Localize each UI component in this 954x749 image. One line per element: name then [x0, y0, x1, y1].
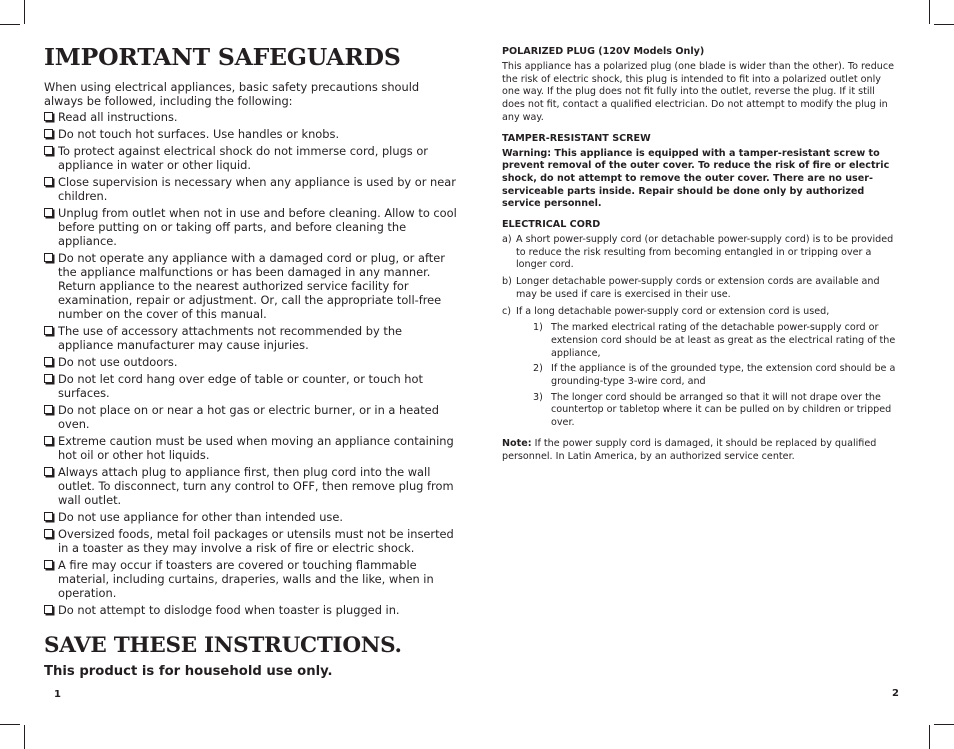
- list-marker: 2): [533, 363, 543, 375]
- crop-mark: [0, 724, 20, 725]
- crop-mark: [24, 0, 25, 24]
- list-item: [502, 306, 898, 430]
- checkbox-bullet-icon: [44, 253, 53, 262]
- page-number-right: 2: [892, 688, 899, 699]
- checkbox-bullet-icon: [44, 208, 53, 217]
- list-item-text: If the appliance is of the grounded type, the extension cord should be a grounding-type 3-wire cord, and: [551, 363, 896, 388]
- list-marker: 3): [533, 391, 543, 403]
- list-marker: b): [502, 276, 512, 288]
- list-item: [44, 251, 458, 321]
- list-item-text: Do not use outdoors.: [58, 355, 178, 369]
- sub-list-item: [533, 392, 898, 430]
- list-item: [44, 324, 458, 352]
- list-item: [44, 206, 458, 248]
- page-number-left: 1: [54, 689, 61, 700]
- list-item-text: Always attach plug to appliance first, then plug cord into the wall outlet. To disconnect, turn any control to OFF, then remove plug from wall outlet.: [58, 465, 454, 507]
- checkbox-bullet-icon: [44, 326, 53, 335]
- list-item-text: Longer detachable power-supply cords or extension cords are available and may be used if care is exercised in their use.: [516, 276, 880, 300]
- checkbox-bullet-icon: [44, 146, 53, 155]
- list-item: [44, 403, 458, 431]
- sub-list-item: [533, 363, 898, 388]
- list-item: [44, 110, 458, 124]
- list-item: [44, 510, 458, 524]
- note-paragraph: [502, 438, 898, 463]
- note-label: Note:: [502, 437, 532, 449]
- list-item-text: The marked electrical rating of the detachable power-supply cord or extension cord should be at least as great as the electrical rating of the appliance,: [551, 322, 896, 359]
- list-item: [44, 372, 458, 400]
- list-item-text: Oversized foods, metal foil packages or utensils must not be inserted in a toaster as they may involve a risk of fire or electric shock.: [58, 527, 454, 555]
- crop-mark: [24, 725, 25, 749]
- checkbox-bullet-icon: [44, 436, 53, 445]
- list-item: [44, 558, 458, 600]
- list-item-text: A short power-supply cord (or detachable power-supply cord) is to be provided to reduce the risk resulting from becoming entangled in or tripping over a longer cord.: [516, 234, 894, 271]
- polarized-plug-heading: POLARIZED PLUG (120V Models Only): [502, 46, 705, 57]
- checkbox-bullet-icon: [44, 405, 53, 414]
- right-page: [502, 46, 898, 473]
- list-item-text: Do not place on or near a hot gas or electric burner, or in a heated oven.: [58, 403, 439, 431]
- crop-mark: [0, 24, 20, 25]
- checkbox-bullet-icon: [44, 512, 53, 521]
- list-item: [44, 465, 458, 507]
- list-item: [44, 603, 458, 617]
- list-item: [502, 276, 898, 301]
- list-item-text: A fire may occur if toasters are covered or touching flammable material, including curtains, draperies, walls and the like, when in operation.: [58, 558, 434, 600]
- save-instructions-heading: SAVE THESE INSTRUCTIONS.: [44, 633, 402, 658]
- list-item-text: Do not touch hot surfaces. Use handles or knobs.: [58, 127, 340, 141]
- checkbox-bullet-icon: [44, 177, 53, 186]
- list-item-text: Do not attempt to dislodge food when toaster is plugged in.: [58, 603, 400, 617]
- list-item-text: Close supervision is necessary when any appliance is used by or near children.: [58, 175, 456, 203]
- page-title: IMPORTANT SAFEGUARDS: [44, 43, 401, 71]
- checkbox-bullet-icon: [44, 112, 53, 121]
- list-item: [44, 175, 458, 203]
- list-item: [44, 434, 458, 462]
- cord-sub-list: [516, 322, 898, 430]
- checkbox-bullet-icon: [44, 357, 53, 366]
- list-item: [44, 355, 458, 369]
- list-marker: 1): [533, 322, 543, 334]
- crop-mark: [929, 0, 930, 24]
- crop-mark: [934, 24, 954, 25]
- cord-list: [502, 234, 898, 430]
- list-item-text: Extreme caution must be used when moving an appliance containing hot oil or other hot liquids.: [58, 434, 454, 462]
- sub-list-item: [533, 322, 898, 360]
- list-item: [502, 234, 898, 272]
- crop-mark: [934, 724, 954, 725]
- list-marker: a): [502, 234, 512, 246]
- tamper-screw-warning: Warning: This appliance is equipped with a tamper-resistant screw to prevent removal of the outer cover. To reduce the risk of fire or electric shock, do not attempt to remove the outer cover. There are no user-serviceable parts inside. Repair should be done only by authorized service personnel.: [502, 147, 890, 210]
- list-item-text: Read all instructions.: [58, 110, 178, 124]
- tamper-screw-heading: TAMPER-RESISTANT SCREW: [502, 132, 651, 144]
- intro-text: When using electrical appliances, basic safety precautions should always be followed, including the following:: [44, 80, 420, 108]
- list-item-text: The longer cord should be arranged so that it will not drape over the countertop or tabletop where it can be pulled on by children or tripped over.: [551, 391, 892, 429]
- list-item-text: The use of accessory attachments not recommended by the appliance manufacturer may cause injuries.: [58, 324, 403, 352]
- list-item: [44, 144, 458, 172]
- checkbox-bullet-icon: [44, 529, 53, 538]
- list-item-text: Do not let cord hang over edge of table or counter, or touch hot surfaces.: [58, 372, 423, 400]
- crop-mark: [929, 725, 930, 749]
- checkbox-bullet-icon: [44, 129, 53, 138]
- electrical-cord-heading: ELECTRICAL CORD: [502, 219, 601, 231]
- polarized-plug-text: This appliance has a polarized plug (one blade is wider than the other). To reduce the risk of electric shock, this plug is intended to fit into a polarized outlet only one way. If the plug does not fit fully into the outlet, reverse the plug. If it still does not fit, contact a qualified electrician. Do not attempt to modify the plug in any way.: [502, 61, 895, 123]
- safeguards-list: [44, 110, 458, 617]
- checkbox-bullet-icon: [44, 467, 53, 476]
- left-page: [44, 40, 458, 681]
- list-item-text: If a long detachable power-supply cord or extension cord is used,: [516, 305, 830, 317]
- list-item: [44, 527, 458, 555]
- checkbox-bullet-icon: [44, 374, 53, 383]
- checkbox-bullet-icon: [44, 605, 53, 614]
- list-item: [44, 127, 458, 141]
- list-marker: c): [502, 305, 512, 317]
- list-item-text: Do not operate any appliance with a damaged cord or plug, or after the appliance malfunctions or has been damaged in any manner. Return appliance to the nearest authorized service facility for examination, repair or adjustment. Or, call the appropriate toll-free number on the cover of this manual.: [58, 251, 445, 321]
- list-item-text: To protect against electrical shock do not immerse cord, plugs or appliance in water or other liquid.: [58, 144, 428, 172]
- list-item-text: Unplug from outlet when not in use and before cleaning. Allow to cool before putting on or taking off parts, and before cleaning the appliance.: [58, 206, 457, 248]
- note-text: If the power supply cord is damaged, it should be replaced by qualified personnel. In Latin America, by an authorized service center.: [502, 437, 877, 462]
- checkbox-bullet-icon: [44, 560, 53, 569]
- household-use-note: This product is for household use only.: [44, 664, 333, 679]
- list-item-text: Do not use appliance for other than intended use.: [58, 510, 343, 524]
